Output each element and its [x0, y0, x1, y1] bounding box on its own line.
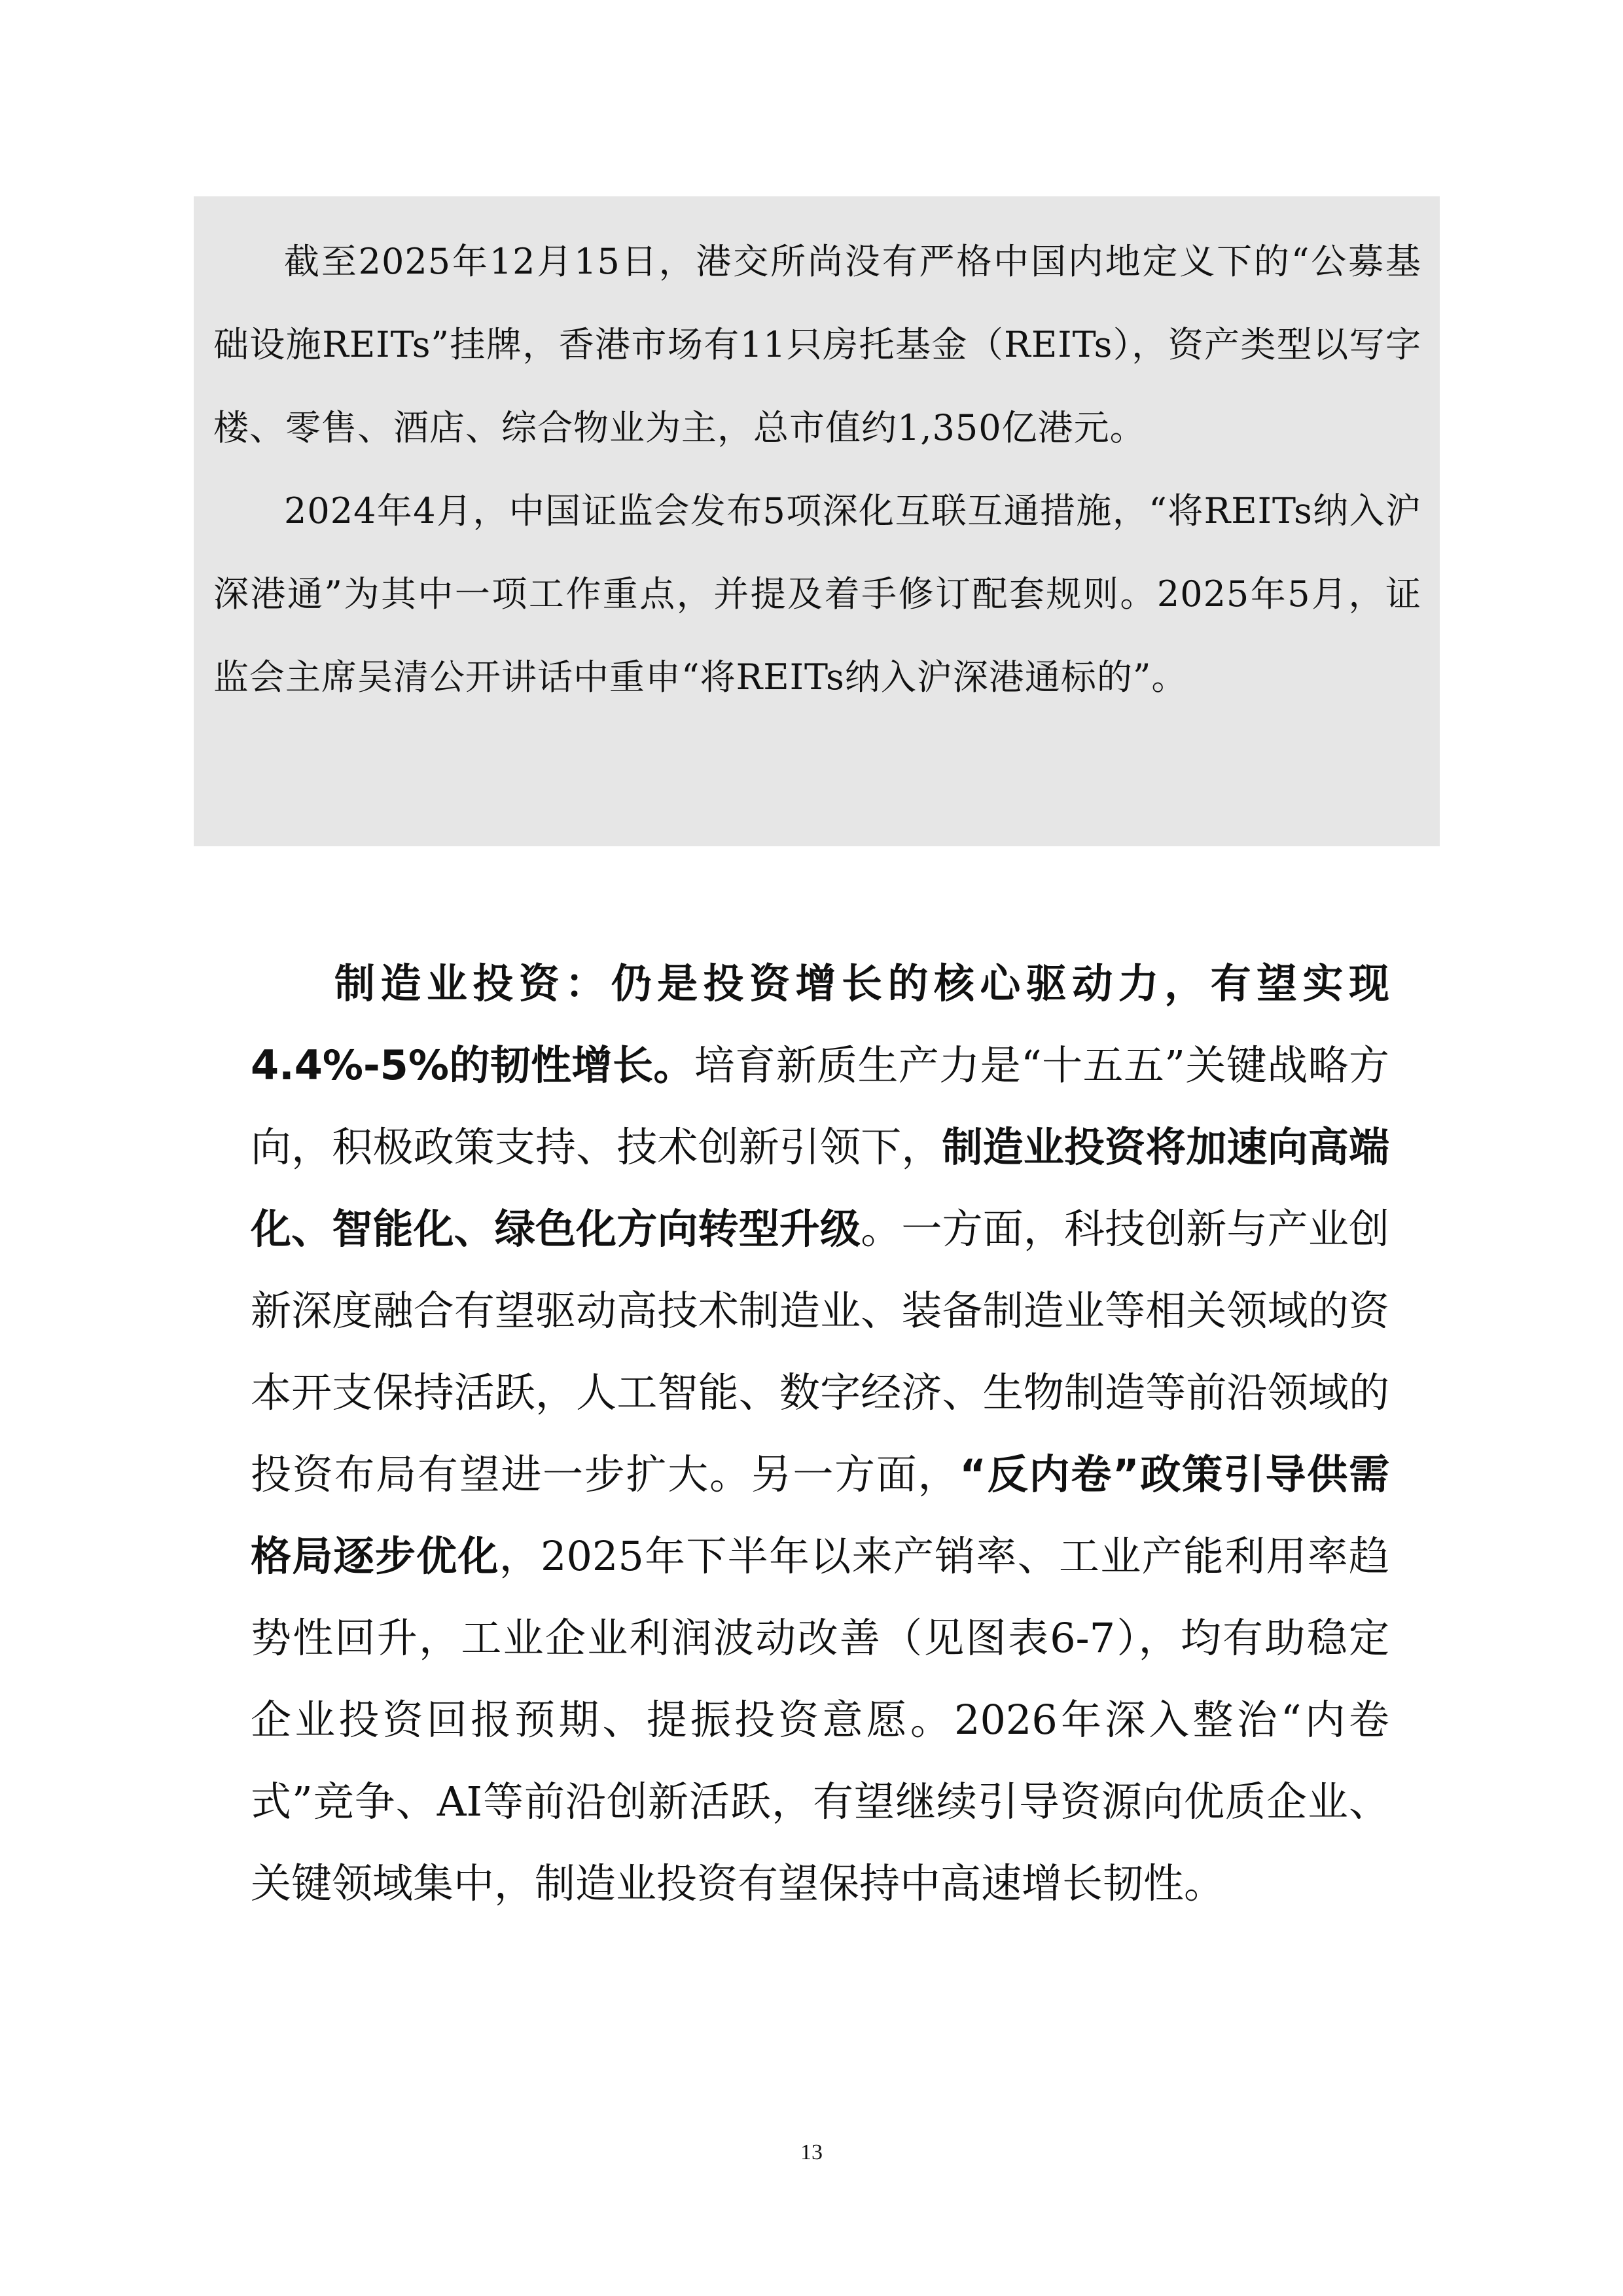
manufacturing-investment-paragraph: [251, 942, 1389, 1924]
manufacturing-investment-section: [251, 942, 1389, 1924]
body-text-3: ，2025年下半年以来产销率、工业产能利用率趋势性回升，工业企业利润波动改善（见图表6-7），均有助稳定企业投资回报预期、提振投资意愿。2026年深入整治“内卷式”竞争、AI等前沿创新活跃，有望继续引导资源向优质企业、关键领域集中，制造业投资有望保持中高速增长韧性。: [251, 1532, 1389, 1907]
page-number: 13: [800, 2140, 823, 2164]
bold-phrase-anti-involution: “反内卷”政策引导供需格局逐步优化: [251, 1450, 1389, 1580]
reits-note-paragraph-2: 2024年4月，中国证监会发布5项深化互联互通措施，“将REITs纳入沪深港通”为其中一项工作重点，并提及着手修订配套规则。2025年5月，证监会主席吴清公开讲话中重申“将REITs纳入沪深港通标的”。: [213, 490, 1421, 698]
reits-note-paragraph-1: 截至2025年12月15日，港交所尚没有严格中国内地定义下的“公募基础设施REITs”挂牌，香港市场有11只房托基金（REITs），资产类型以写字楼、零售、酒店、综合物业为主，总市值约1,350亿港元。: [213, 241, 1421, 448]
body-text-1: 培育新质生产力是“十五五”关键战略方向，积极政策支持、技术创新引领下，: [251, 1041, 1389, 1171]
bold-phrase-upgrade: 制造业投资将加速向高端化、智能化、绿色化方向转型升级: [251, 1123, 1389, 1253]
reits-note-box: [194, 196, 1440, 846]
body-text-2: 。一方面，科技创新与产业创新深度融合有望驱动高技术制造业、装备制造业等相关领域的资本开支保持活跃，人工智能、数字经济、生物制造等前沿领域的投资布局有望进一步扩大。另一方面，: [251, 1205, 1389, 1498]
section-heading: 制造业投资：仍是投资增长的核心驱动力，有望实现4.4%-5%的韧性增长。: [251, 960, 1389, 1089]
